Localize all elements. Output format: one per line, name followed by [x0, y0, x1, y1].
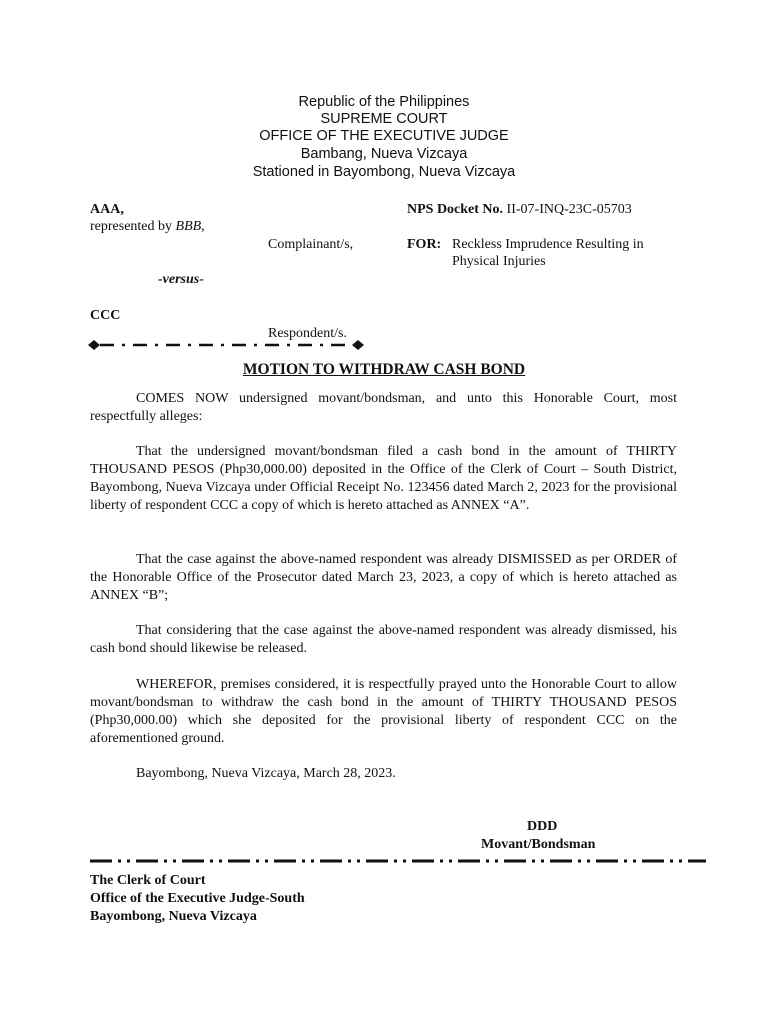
docket-label: NPS Docket No. — [407, 202, 504, 217]
header-station: Stationed in Bayombong, Nueva Vizcaya — [252, 164, 516, 180]
paragraph-cash-bond: That the undersigned movant/bondsman filed a cash bond in the amount of THIRTY THOUSAND PESOS (Php30,000.00) deposited in the Office of the Clerk of Court – South District, Bayombong, Nueva Vizcaya under Official Receipt No. 123456 dated March 2, 2023 for the provisional liberty of respondent CCC a copy of which is hereto attached as ANNEX “A”. — [90, 444, 677, 513]
represented-prefix: represented by — [90, 219, 176, 234]
docket — [407, 201, 632, 218]
addressee-line2: Office of the Executive Judge-South — [90, 891, 305, 906]
signatory-name: DDD — [527, 819, 558, 834]
versus-label: -versus- — [158, 272, 204, 287]
paragraph-intro: COMES NOW undersigned movant/bondsman, and unto this Honorable Court, most respectfully alleges: — [90, 391, 677, 424]
header-office: OFFICE OF THE EXECUTIVE JUDGE — [259, 128, 509, 144]
header-republic: Republic of the Philippines — [298, 94, 470, 110]
complainant-name: AAA, — [90, 202, 124, 217]
paragraph-dismissal: That the case against the above-named respondent was already DISMISSED as per ORDER of the Honorable Office of the Prosecutor dated March 23, 2023, a copy of which is hereto attached as ANNEX “B”; — [90, 552, 677, 603]
addressee-line1: The Clerk of Court — [90, 873, 206, 888]
for-line2: Physical Injuries — [452, 254, 546, 269]
for-line1: Reckless Imprudence Resulting in — [452, 237, 644, 252]
document-title: MOTION TO WITHDRAW CASH BOND — [242, 361, 526, 378]
header-supreme-court: SUPREME COURT — [320, 111, 448, 127]
respondent-label: Respondent/s. — [268, 326, 347, 341]
signature-divider — [90, 856, 708, 866]
paragraph-release: That considering that the case against the above-named respondent was already dismissed, his cash bond should likewise be released. — [90, 623, 677, 656]
header-location: Bambang, Nueva Vizcaya — [300, 146, 468, 162]
respondent-name: CCC — [90, 308, 121, 323]
paragraph-prayer: WHEREFOR, premises considered, it is respectfully prayed unto the Honorable Court to allow movant/bondsman to withdraw the cash bond in the amount of THIRTY THOUSAND PESOS (Php30,000.00) which she deposited for the provisional liberty of respondent CCC on the aforementioned ground. — [90, 677, 677, 746]
addressee-line3: Bayombong, Nueva Vizcaya — [90, 909, 257, 924]
paragraph-date-place: Bayombong, Nueva Vizcaya, March 28, 2023. — [136, 766, 396, 781]
represented-by — [90, 218, 205, 235]
signatory-title: Movant/Bondsman — [481, 837, 596, 852]
complainant-label: Complainant/s, — [268, 237, 354, 252]
represented-name: BBB, — [175, 219, 205, 234]
docket-number: II-07-INQ-23C-05703 — [506, 202, 632, 217]
caption-divider — [86, 338, 366, 352]
for-label: FOR: — [407, 237, 442, 252]
